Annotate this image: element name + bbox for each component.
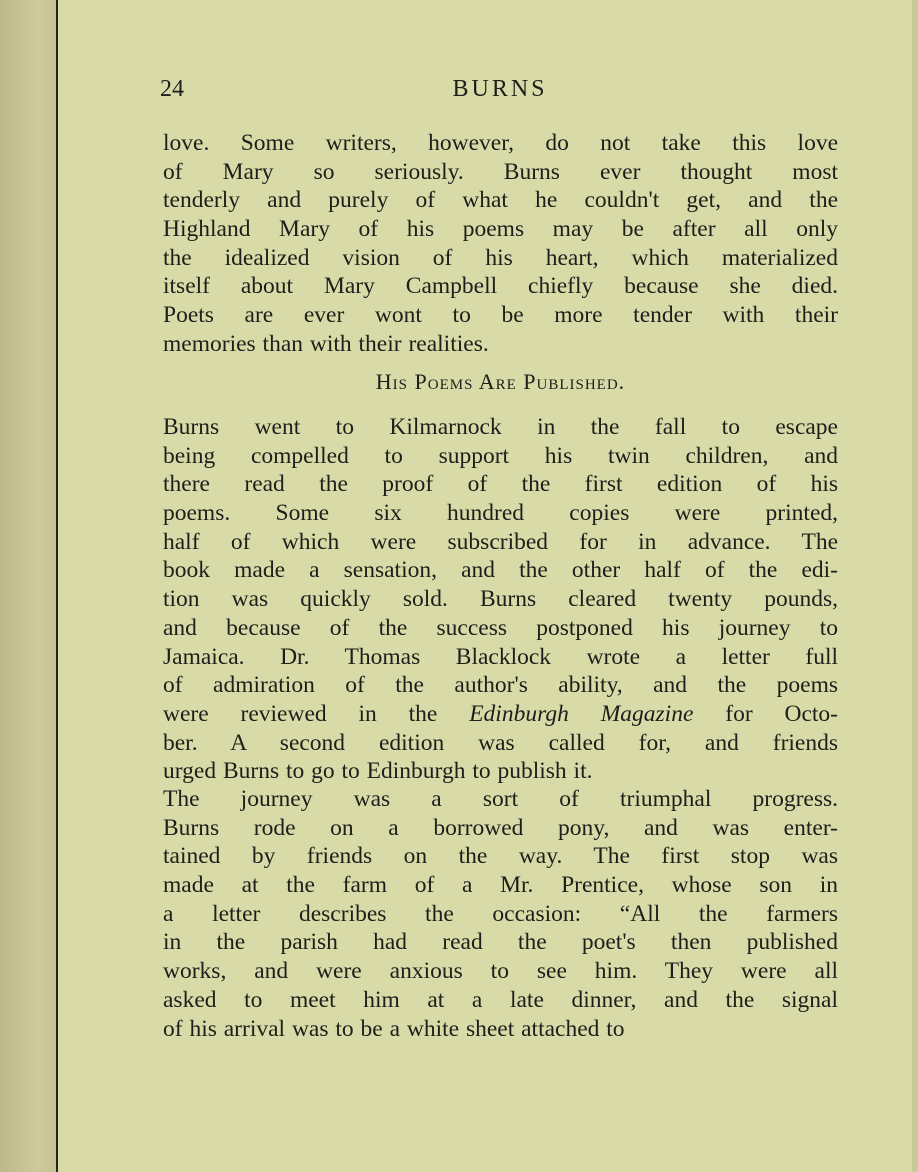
text-line: the idealized vision of his heart, which materialized [163, 244, 838, 271]
paragraph-1 [163, 129, 838, 359]
book-binding-edge [0, 0, 58, 1172]
text-line: Poets are ever wont to be more tender with their [163, 302, 838, 329]
text-line: Jamaica. Dr. Thomas Blacklock wrote a letter full [163, 643, 838, 670]
text-line: Burns rode on a borrowed pony, and was enter- [163, 814, 838, 841]
text-line: works, and were anxious to see him. They were all [163, 958, 838, 985]
text-line: Highland Mary of his poems may be after all only [163, 216, 838, 243]
text-line: tenderly and purely of what he couldn't get, and the [163, 187, 838, 214]
text-line: half of which were subscribed for in advance. The [163, 528, 838, 555]
text-line: of Mary so seriously. Burns ever thought most [163, 158, 838, 185]
paragraph-3 [163, 785, 838, 1043]
text-line: book made a sensation, and the other half of the edi- [163, 557, 838, 584]
text-line: tained by friends on the way. The first stop was [163, 843, 838, 870]
page-edge [912, 0, 918, 1172]
paragraph-2 [163, 413, 838, 786]
page-number: 24 [160, 76, 184, 102]
text-line: made at the farm of a Mr. Prentice, whose son in [163, 872, 838, 899]
text-line: urged Burns to go to Edinburgh to publish it. [163, 758, 593, 785]
page-header [160, 76, 840, 106]
running-head: BURNS [452, 76, 548, 102]
text-line: a letter describes the occasion: “All the farmers [163, 900, 838, 927]
text-line: Burns went to Kilmarnock in the fall to escape [163, 414, 838, 440]
text-line: ber. A second edition was called for, and friends [163, 729, 838, 756]
text-line: of his arrival was to be a white sheet attached to [163, 1015, 625, 1042]
text-line: memories than with their realities. [163, 330, 489, 357]
text-line: there read the proof of the first edition of his [163, 471, 838, 498]
text-line: The journey was a sort of triumphal progress. [163, 786, 838, 812]
text-line: asked to meet him at a late dinner, and the signal [163, 986, 838, 1013]
text-line: in the parish had read the poet's then published [163, 929, 838, 956]
text-line: of admiration of the author's ability, and the poems [163, 672, 838, 699]
section-heading: His Poems Are Published. [375, 369, 626, 394]
text-line: were reviewed in the Edinburgh Magazine for Octo- [163, 700, 839, 727]
text-line: being compelled to support his twin children, and [163, 442, 838, 469]
text-line: love. Some writers, however, do not take this love [163, 130, 838, 156]
magazine-title: Edinburgh Magazine [469, 700, 694, 727]
text-line: itself about Mary Campbell chiefly because she died. [163, 273, 838, 300]
text-line: and because of the success postponed his journey to [163, 614, 838, 641]
text-line: tion was quickly sold. Burns cleared twenty pounds, [163, 586, 838, 613]
text-line: poems. Some six hundred copies were printed, [163, 500, 838, 527]
